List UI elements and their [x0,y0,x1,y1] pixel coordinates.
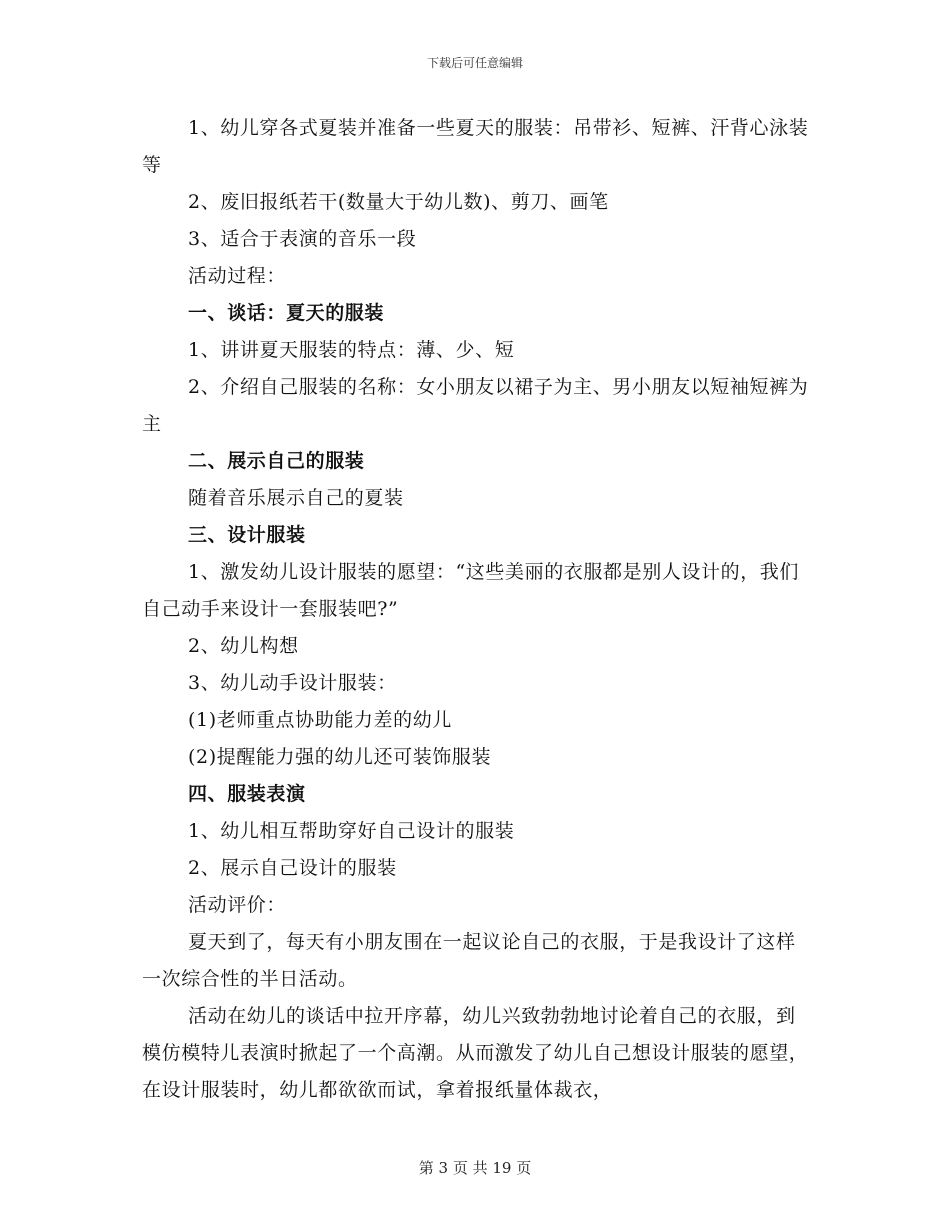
paragraph-14: (1)老师重点协助能力差的幼儿 [188,709,452,731]
paragraph-6: 1、讲讲夏天服装的特点：薄、少、短 [188,339,515,361]
paragraph-1: 1、幼儿穿各式夏装并准备一些夏天的服装：吊带衫、短裤、汗背心泳装等 [142,117,809,176]
section-heading-2: 二、展示自己的服装 [188,450,365,472]
paragraph-18: 2、展示自己设计的服装 [188,857,397,879]
document-body [142,110,814,1109]
section-heading-3: 三、设计服装 [188,524,306,546]
paragraph-17: 1、幼儿相互帮助穿好自己设计的服装 [188,820,515,842]
paragraph-9: 随着音乐展示自己的夏装 [188,487,404,509]
paragraph-7: 2、介绍自己服装的名称：女小朋友以裙子为主、男小朋友以短袖短裤为主 [142,376,809,435]
section-heading-4: 四、服装表演 [188,783,306,805]
paragraph-21: 活动在幼儿的谈话中拉开序幕，幼儿兴致勃勃地讨论着自己的衣服，到模仿模特儿表演时掀起了一个高潮。从而激发了幼儿自己想设计服装的愿望，在设计服装时，幼儿都欲欲而试，拿着报纸量体裁衣， [142,1005,809,1101]
section-label-evaluation: 活动评价： [188,894,287,916]
paragraph-20: 夏天到了，每天有小朋友围在一起议论自己的衣服，于是我设计了这样一次综合性的半日活动。 [142,931,796,990]
paragraph-11: 1、激发幼儿设计服装的愿望：“这些美丽的衣服都是别人设计的，我们自己动手来设计一套服装吧?” [142,561,800,620]
paragraph-3: 3、适合于表演的音乐一段 [188,228,417,250]
section-heading-1: 一、谈话：夏天的服装 [188,302,385,324]
paragraph-13: 3、幼儿动手设计服装： [188,672,397,694]
page-header: 下载后可任意编辑 [426,56,523,70]
paragraph-15: (2)提醒能力强的幼儿还可装饰服装 [188,746,492,768]
paragraph-2: 2、废旧报纸若干(数量大于幼儿数)、剪刀、画笔 [188,191,609,213]
page-footer: 第 3 页 共 19 页 [418,1159,532,1177]
paragraph-12: 2、幼儿构想 [188,635,299,657]
section-label-process: 活动过程： [188,265,287,287]
